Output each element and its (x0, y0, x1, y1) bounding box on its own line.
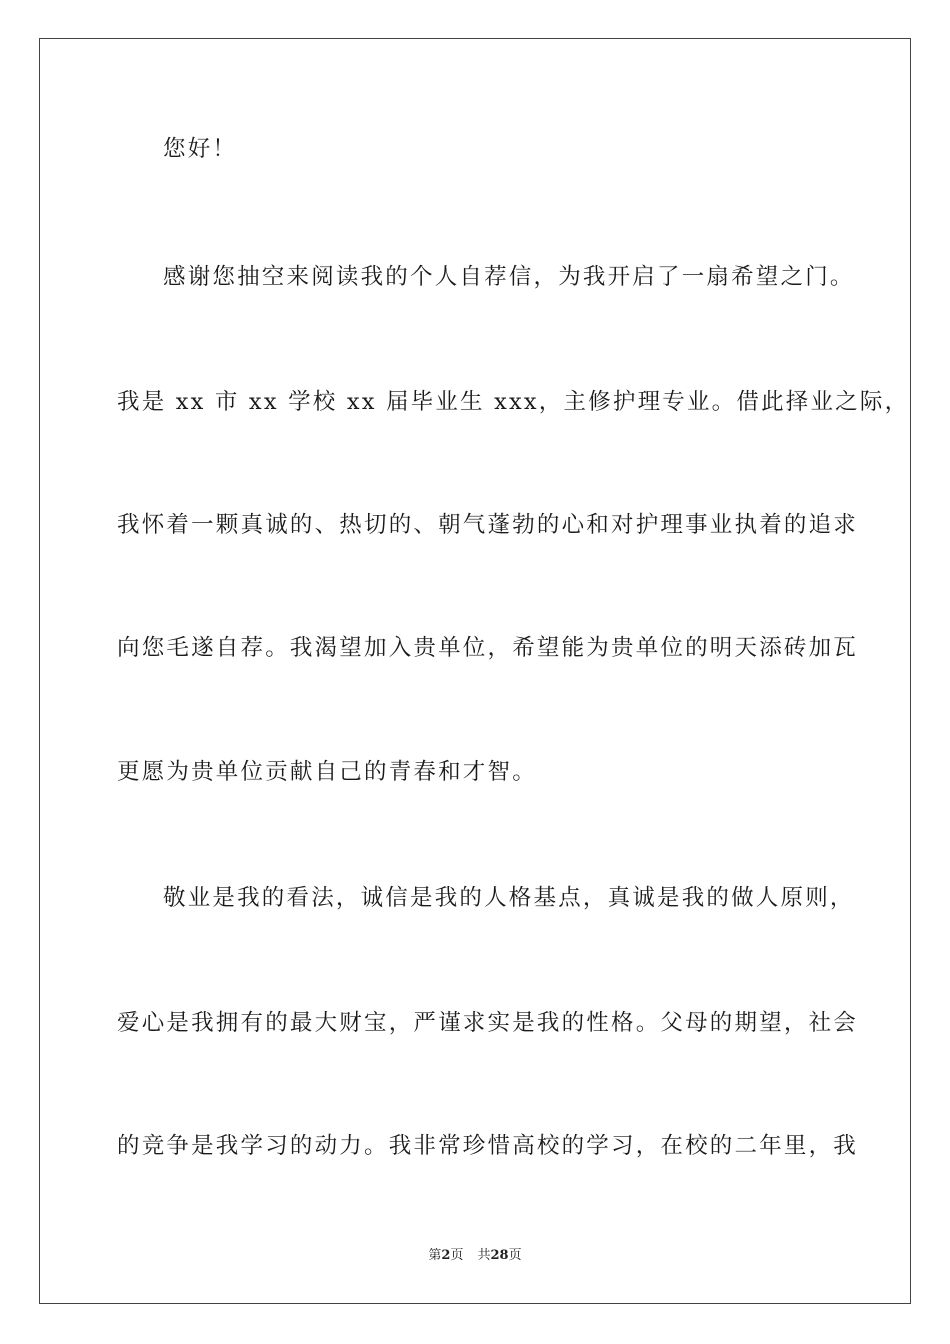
total-prefix: 共 (477, 1248, 491, 1263)
page-footer (0, 1247, 950, 1265)
page-prefix: 第 (428, 1248, 442, 1263)
body-line: 爱心是我拥有的最大财宝，严谨求实是我的性格。父母的期望，社会 (117, 1010, 859, 1036)
body-line: 的竞争是我学习的动力。我非常珍惜高校的学习，在校的二年里，我 (117, 1133, 859, 1159)
greeting-line: 您好！ (163, 136, 238, 162)
page-suffix: 页 (450, 1248, 464, 1263)
body-line: 感谢您抽空来阅读我的个人自荐信，为我开启了一扇希望之门。 (163, 264, 855, 290)
body-line: 更愿为贵单位贡献自己的青春和才智。 (117, 759, 537, 785)
body-line: 我是 xx 市 xx 学校 xx 届毕业生 xxx，主修护理专业。借此择业之际， (117, 389, 910, 415)
page-number: 2 (441, 1248, 451, 1263)
total-suffix: 页 (508, 1248, 522, 1263)
page-border (39, 38, 911, 1304)
body-line: 我怀着一颗真诚的、热切的、朝气蓬勃的心和对护理事业执着的追求 (117, 512, 859, 538)
body-line: 向您毛遂自荐。我渴望加入贵单位，希望能为贵单位的明天添砖加瓦 (117, 635, 859, 661)
total-pages: 28 (490, 1248, 509, 1263)
body-line: 敬业是我的看法，诚信是我的人格基点，真诚是我的做人原则， (163, 885, 855, 911)
